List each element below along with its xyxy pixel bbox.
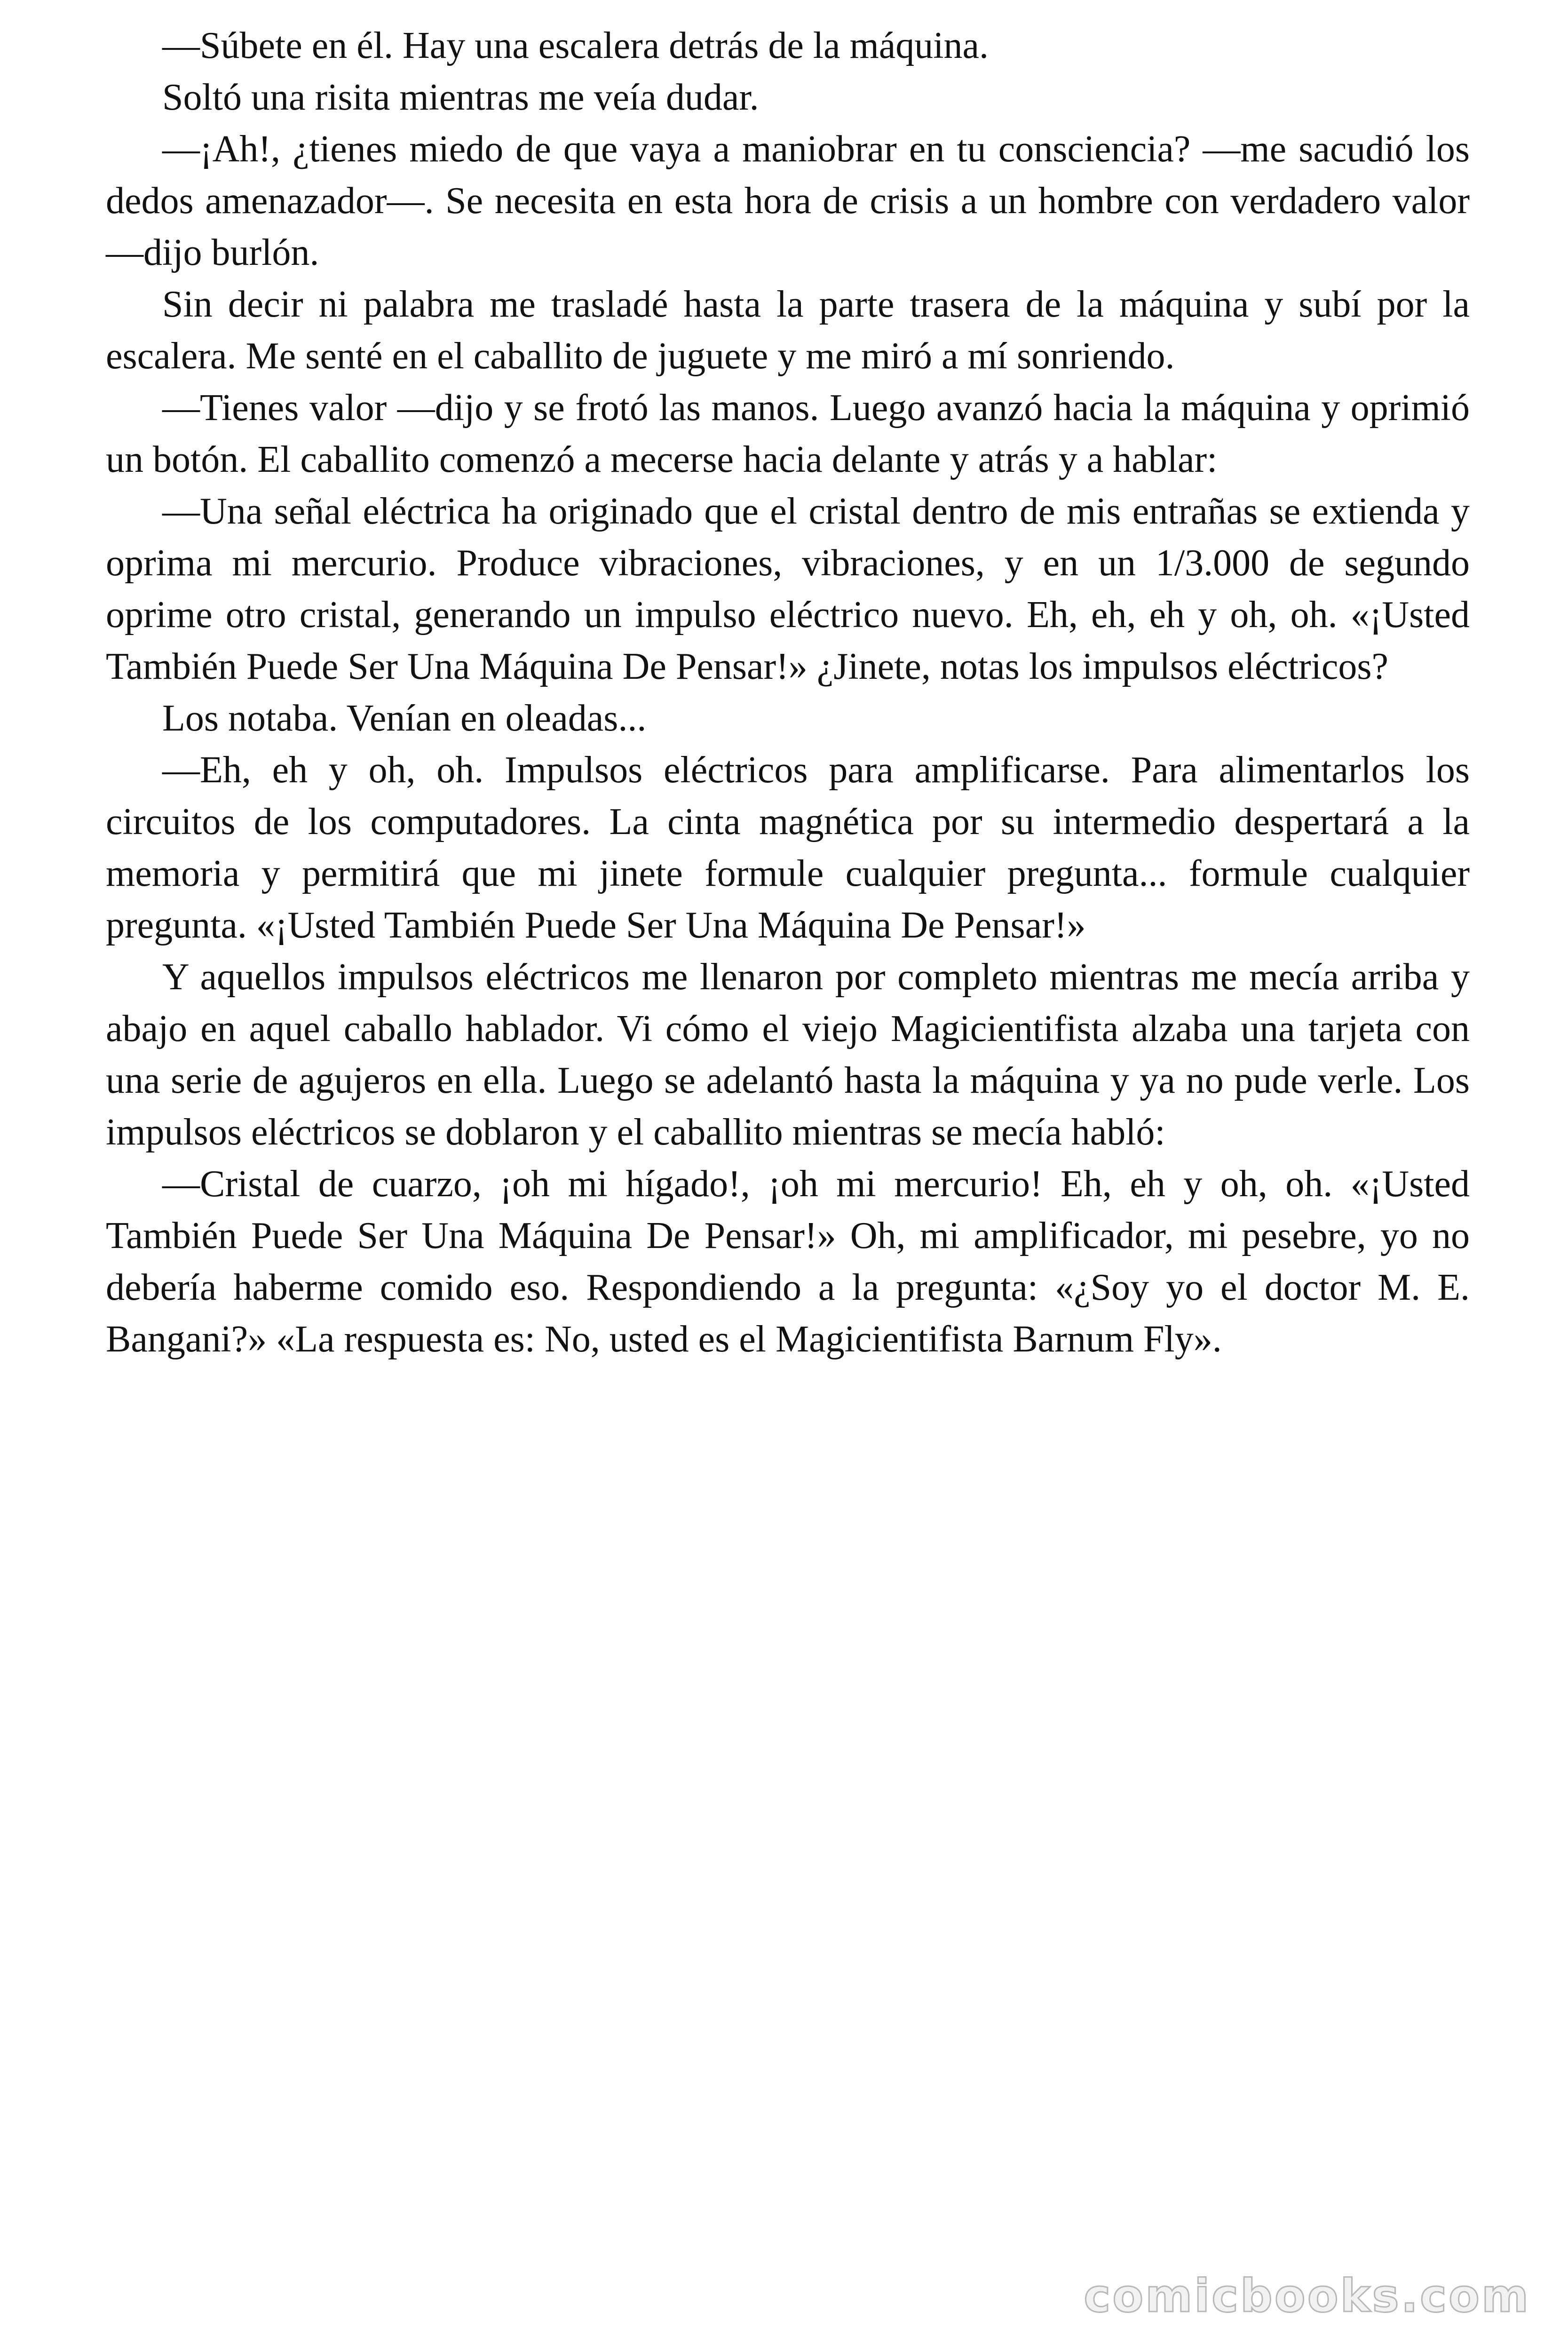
body-text [106, 20, 1470, 1365]
paragraph: —Eh, eh y oh, oh. Impulsos eléctricos para amplificarse. Para alimentarlos los circuitos de los computadores. La cinta magnética por su intermedio despertará a la memoria y permitirá que mi jinete formule cualquier pregunta... formule cualquier pregunta. «¡Usted También Puede Ser Una Máquina De Pensar!» [106, 749, 1470, 946]
paragraph: —Tienes valor —dijo y se frotó las manos. Luego avanzó hacia la máquina y oprimió un botón. El caballito comenzó a mecerse hacia delante y atrás y a hablar: [106, 387, 1470, 480]
paragraph: Soltó una risita mientras me veía dudar. [162, 77, 759, 118]
paragraph: —Una señal eléctrica ha originado que el cristal dentro de mis entrañas se extienda y oprima mi mercurio. Produce vibraciones, vibraciones, y en un 1/3.000 de segundo oprime otro cristal, generando un impulso eléctrico nuevo. Eh, eh, eh y oh, oh. «¡Usted También Puede Ser Una Máquina De Pensar!» ¿Jinete, notas los impulsos eléctricos? [106, 491, 1470, 687]
watermark: comicbooks.com [1084, 2270, 1530, 2322]
paragraph: Y aquellos impulsos eléctricos me llenaron por completo mientras me mecía arriba y abajo en aquel caballo hablador. Vi cómo el viejo Magicientifista alzaba una tarjeta con una serie de agujeros en ella. Luego se adelantó hasta la máquina y ya no pude verle. Los impulsos eléctricos se doblaron y el caballito mientras se mecía habló: [106, 956, 1470, 1153]
paragraph: —¡Ah!, ¿tienes miedo de que vaya a maniobrar en tu consciencia? —me sacudió los dedos amenazador—. Se necesita en esta hora de crisis a un hombre con verdadero valor —dijo burlón. [106, 128, 1470, 273]
paragraph: Los notaba. Venían en oleadas... [162, 698, 647, 739]
paragraph: Sin decir ni palabra me trasladé hasta la parte trasera de la máquina y subí por la escalera. Me senté en el caballito de juguete y me miró a mí sonriendo. [106, 284, 1470, 377]
paragraph: —Súbete en él. Hay una escalera detrás de la máquina. [162, 25, 989, 66]
paragraph: —Cristal de cuarzo, ¡oh mi hígado!, ¡oh mi mercurio! Eh, eh y oh, oh. «¡Usted También Puede Ser Una Máquina De Pensar!» Oh, mi amplificador, mi pesebre, yo no debería haberme comido eso. Respondiendo a la pregunta: «¿Soy yo el doctor M. E. Bangani?» «La respuesta es: No, usted es el Magicientifista Barnum Fly». [106, 1163, 1470, 1360]
